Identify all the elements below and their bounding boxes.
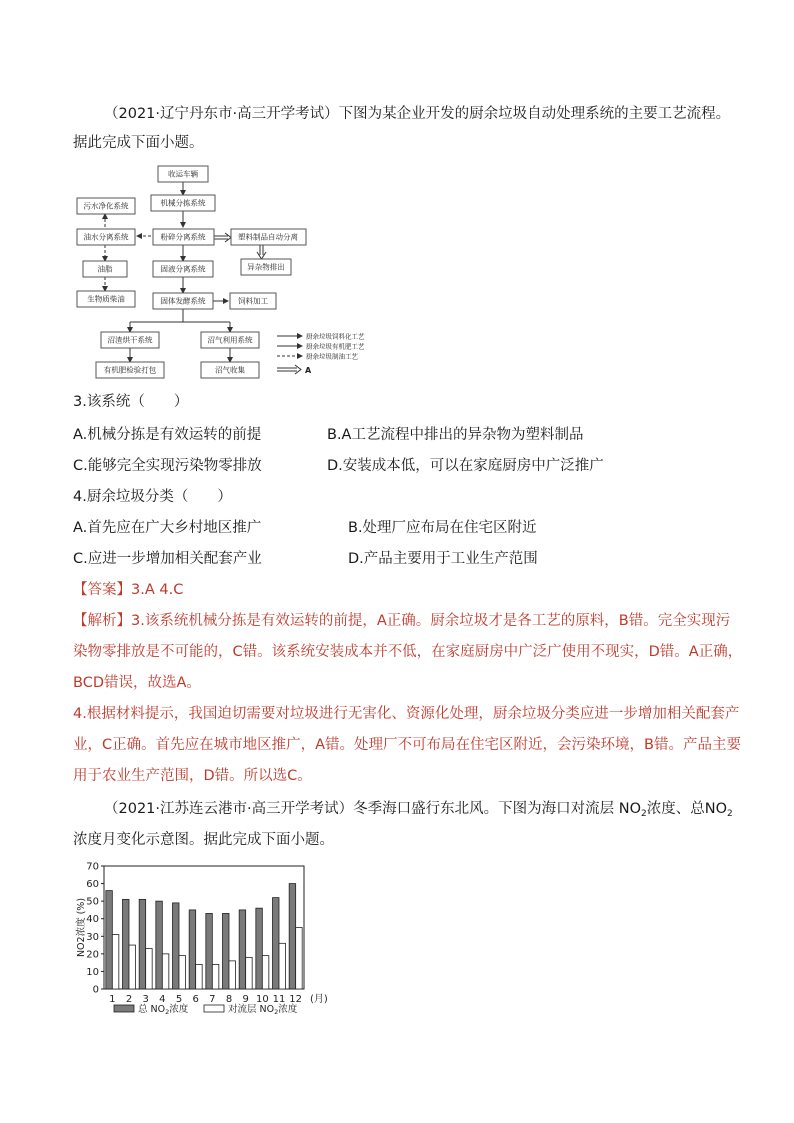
legend-label-troposphere: 对流层 $NO_2$浓度 [228, 1004, 298, 1016]
bar-troposphere-no2 [279, 943, 286, 989]
bar-troposphere-no2 [212, 964, 219, 989]
svg-text:异杂物排出: 异杂物排出 [247, 262, 285, 272]
x-tick-label: 6 [192, 994, 199, 1005]
bar-total-no2 [106, 891, 113, 989]
svg-text:生物质柴油: 生物质柴油 [87, 294, 125, 304]
q4-option-c: C.应进一步增加相关配套产业 [73, 551, 262, 567]
q3-option-a: A.机械分拣是有效运转的前提 [73, 427, 262, 443]
svg-text:有机肥检验打包: 有机肥检验打包 [103, 365, 157, 375]
q3-option-d: D.安装成本低，可以在家庭厨房中广泛推广 [327, 458, 604, 474]
y-tick-label: 0 [92, 984, 99, 996]
bar-troposphere-no2 [179, 956, 186, 989]
node-sewage [77, 198, 135, 214]
x-tick-label: 11 [272, 994, 286, 1005]
bar-total-no2 [173, 903, 180, 989]
analysis-line4: 4.根据材料提示，我国迫切需要对垃圾进行无害化、资源化处理，厨余垃圾分类应进一步增加相关配套产 [73, 706, 740, 722]
bar-total-no2 [123, 899, 130, 989]
node-grease [83, 261, 127, 277]
q1-intro-line2: 据此完成下面小题。 [73, 135, 204, 151]
y-tick-label: 10 [86, 966, 99, 978]
flow-legend [305, 332, 365, 376]
svg-text:固液分离系统: 固液分离系统 [160, 264, 206, 274]
q5-intro-line2: 浓度月变化示意图。据此完成下面小题。 [73, 832, 334, 848]
process-flowchart [72, 160, 382, 386]
q5-intro-line1: （2021·江苏连云港市·高三开学考试）冬季海口盛行东北风。下图为海口对流层 $NO_2$浓度、总$NO_2$ [104, 801, 733, 819]
node-truck [158, 166, 208, 182]
y-tick-label: 70 [86, 861, 99, 873]
y-tick-label: 40 [86, 914, 99, 926]
svg-text:收运车辆: 收运车辆 [168, 169, 198, 179]
svg-text:油脂: 油脂 [97, 264, 113, 274]
node-ferment [153, 293, 213, 309]
y-tick-label: 50 [86, 896, 99, 908]
x-tick-label: 3 [142, 994, 149, 1005]
svg-text:沼气收集: 沼气收集 [215, 365, 245, 375]
q3-stem: 3.该系统（ ） [73, 394, 189, 410]
x-tick-label: 9 [242, 994, 249, 1005]
node-biogasuse [201, 332, 259, 348]
y-tick-label: 30 [86, 931, 99, 943]
legend-label-total: 总 $NO_2$浓度 [138, 1004, 189, 1016]
legend-feed: 厨余垃圾饲料化工艺 [306, 332, 365, 341]
bar-total-no2 [189, 910, 196, 989]
bar-troposphere-no2 [229, 961, 236, 989]
x-tick-label: 4 [159, 994, 166, 1005]
svg-text:沼渣烘干系统: 沼渣烘干系统 [107, 335, 153, 345]
bar-total-no2 [139, 899, 146, 989]
svg-text:沼气利用系统: 沼气利用系统 [207, 335, 253, 345]
bar-troposphere-no2 [246, 957, 253, 989]
node-fertilizer [96, 362, 164, 378]
svg-text:油水分离系统: 油水分离系统 [83, 232, 129, 242]
flow-boxes [77, 166, 306, 378]
analysis-line2: 染物零排放是不可能的，C错。该系统安装成本并不低，在家庭厨房中广泛广使用不现实，D错。A正确， [73, 644, 743, 660]
analysis-line5: 业，C正确。首先应在城市地区推广，A错。处理厂不可布局在住宅区附近，会污染环境，B错。产品主要 [73, 737, 741, 753]
y-axis-label: NO2浓度 (%) [76, 897, 87, 958]
legend-swatch-total [114, 1005, 134, 1012]
analysis-line6: 用于农业生产范围，D错。所以选C。 [73, 768, 312, 784]
analysis-line1: 【解析】3.该系统机械分拣是有效运转的前提，A正确。厨余垃圾才是各工艺的原料，B错。完全实现污 [73, 613, 731, 629]
bar-troposphere-no2 [146, 949, 153, 989]
bar-total-no2 [206, 913, 213, 989]
analysis-line3: BCD错误，故选A。 [73, 675, 201, 691]
svg-text:粉碎分离系统: 粉碎分离系统 [160, 232, 206, 242]
q4-option-b: B.处理厂应布局在住宅区附近 [348, 520, 537, 536]
node-oilwater [77, 229, 135, 245]
bar-total-no2 [256, 908, 262, 989]
x-tick-label: 7 [209, 994, 216, 1005]
x-tick-label: 5 [175, 994, 183, 1005]
no2-bar-chart [70, 856, 350, 1024]
node-biogascollect [201, 362, 259, 378]
x-tick-label: 8 [225, 994, 233, 1005]
svg-text:固体发酵系统: 固体发酵系统 [160, 296, 206, 306]
x-tick-label: 10 [255, 994, 269, 1005]
y-tick-label: 20 [86, 949, 99, 961]
bar-total-no2 [156, 901, 163, 989]
svg-text:机械分拣系统: 机械分拣系统 [160, 198, 206, 208]
legend-oil: 厨余垃圾制油工艺 [306, 352, 358, 361]
y-tick-label: 60 [86, 879, 99, 891]
node-sort [151, 195, 215, 211]
bar-total-no2 [239, 910, 246, 989]
q1-intro-line1: （2021·辽宁丹东市·高三开学考试）下图为某企业开发的厨余垃圾自动处理系统的主要工艺流程。 [104, 106, 731, 122]
bar-total-no2 [223, 913, 230, 989]
bar-troposphere-no2 [196, 964, 203, 989]
q3-option-b: B.A工艺流程中排出的异杂物为塑料制品 [327, 427, 584, 443]
legend-fertilizer: 厨余垃圾有机肥工艺 [306, 342, 365, 351]
node-impurity [241, 259, 291, 275]
bar-troposphere-no2 [112, 935, 119, 989]
x-tick-label: 2 [125, 994, 133, 1005]
q4-stem: 4.厨余垃圾分类（ ） [73, 489, 232, 505]
x-tick-label: 1 [109, 994, 116, 1005]
answer: 【答案】3.A 4.C [73, 582, 184, 598]
bar-troposphere-no2 [162, 954, 169, 989]
q3-option-c: C.能够完全实现污染物零排放 [73, 458, 262, 474]
svg-text:污水净化系统: 污水净化系统 [83, 201, 129, 211]
node-plastic [231, 229, 306, 245]
node-biodiesel [77, 291, 135, 307]
bar-troposphere-no2 [296, 928, 303, 990]
svg-text:塑料制品自动分离: 塑料制品自动分离 [238, 232, 298, 242]
bar-troposphere-no2 [129, 945, 136, 989]
bar-troposphere-no2 [262, 956, 269, 989]
q4-option-d: D.产品主要用于工业生产范围 [348, 551, 538, 567]
x-axis-unit: (月) [310, 994, 328, 1005]
bar-total-no2 [289, 884, 296, 989]
x-tick-label: 12 [289, 994, 303, 1005]
bar-total-no2 [273, 898, 280, 989]
node-solidliquid [153, 261, 213, 277]
q4-option-a: A.首先应在广大乡村地区推广 [73, 520, 262, 536]
node-drying [101, 332, 159, 348]
legend-a: A [305, 366, 312, 375]
node-feed [230, 293, 276, 309]
node-crush [153, 229, 214, 245]
legend-swatch-troposphere [204, 1005, 224, 1012]
svg-text:饲料加工: 饲料加工 [238, 296, 268, 306]
